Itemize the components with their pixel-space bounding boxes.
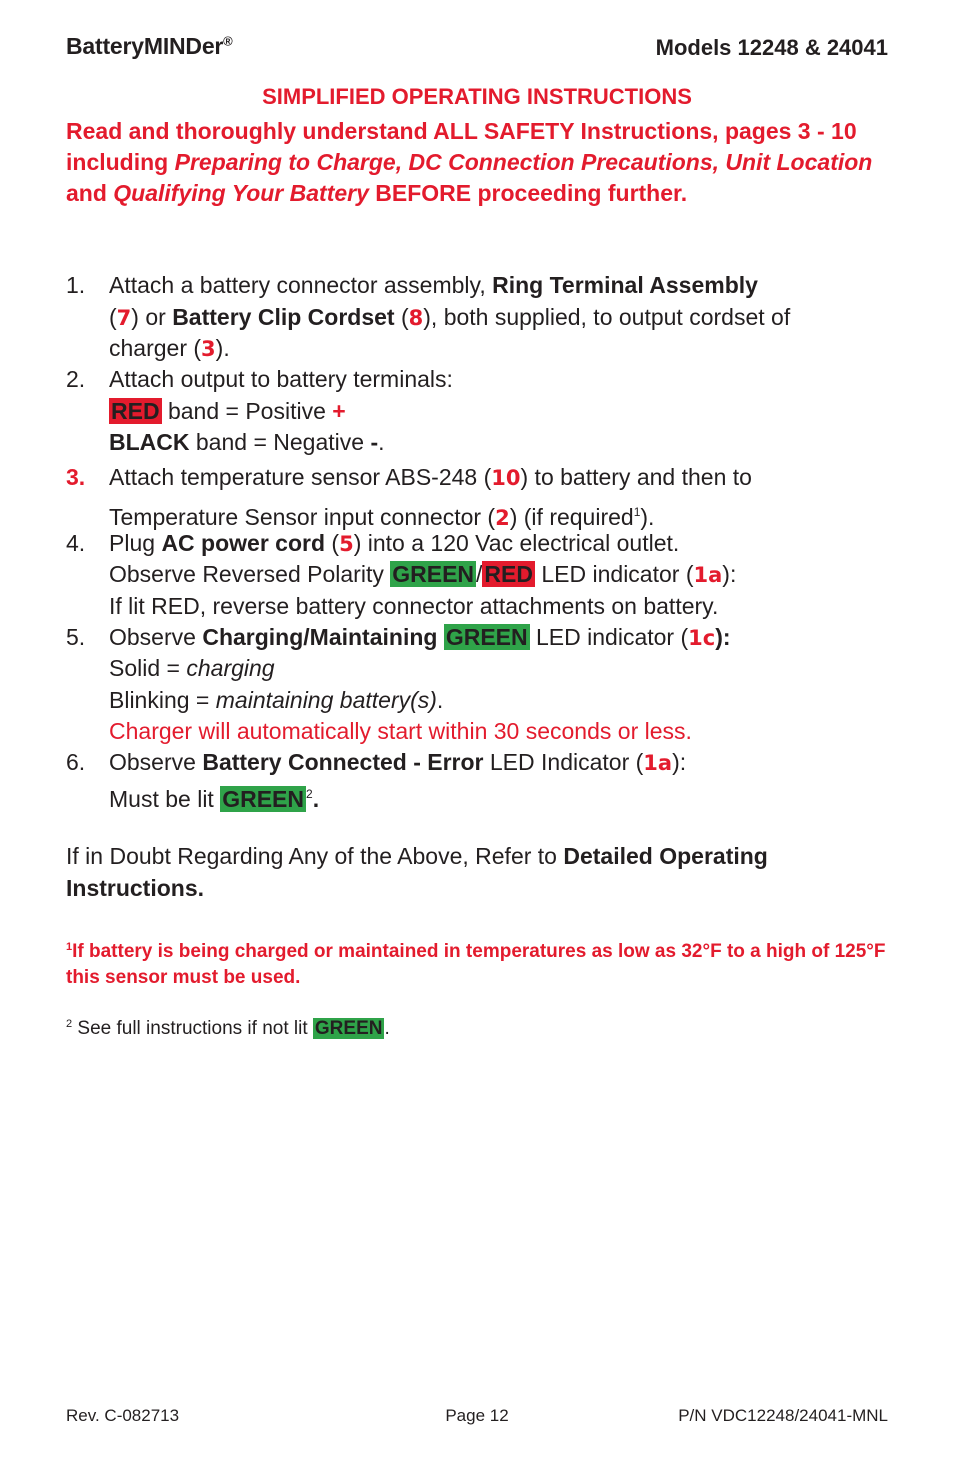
text: . — [312, 786, 320, 812]
warning-text: Read and thoroughly understand ALL SAFETY Instructions, pages 3 - 10 including — [66, 118, 857, 175]
text: Temperature Sensor input connector ( — [109, 504, 496, 530]
text: ) into a 120 Vac electrical outlet. — [353, 530, 680, 556]
page-title: SIMPLIFIED OPERATING INSTRUCTIONS — [262, 84, 692, 109]
text: LED indicator ( — [534, 561, 694, 587]
figure-ref: 2 — [495, 506, 510, 530]
step-4-line-3: If lit RED, reverse battery connector attachments on battery. — [109, 593, 719, 619]
text: band = Positive — [161, 398, 333, 424]
green-badge: GREEN — [222, 786, 305, 812]
footnote-marker: 2 — [306, 787, 313, 801]
step-3-line-1 — [109, 462, 752, 494]
text: ): — [722, 561, 737, 587]
text: ( — [109, 304, 117, 330]
text: Plug — [109, 530, 162, 556]
step-5-line-3 — [109, 685, 443, 716]
step-4-line-2 — [109, 559, 736, 591]
figure-ref: 10 — [491, 466, 521, 490]
step-5-line-2 — [109, 653, 275, 684]
solid-state: charging — [186, 655, 275, 681]
warning-italic-ref: Qualifying Your Battery — [113, 180, 369, 206]
text: Blinking = — [109, 687, 216, 713]
red-badge: RED — [484, 561, 533, 587]
figure-ref: 1a — [643, 751, 673, 775]
footnote-text: See full instructions if not lit — [72, 1018, 313, 1039]
footnote-1 — [66, 934, 896, 991]
charging-maintaining-label: Charging/Maintaining — [202, 624, 438, 650]
plus-sign: + — [332, 398, 346, 424]
text: If in Doubt Regarding Any of the Above, Refer to — [66, 843, 564, 869]
text: Must be lit — [109, 786, 221, 812]
figure-ref: 3 — [201, 337, 216, 361]
figure-ref: 8 — [408, 306, 424, 330]
footnote-marker: 1 — [66, 941, 73, 953]
step-5-line-1 — [109, 622, 731, 654]
text: charger ( — [109, 335, 202, 361]
step-6-line-2 — [109, 779, 319, 815]
doubt-line-2 — [66, 873, 204, 904]
ring-terminal-label: Ring Terminal Assembly — [492, 272, 758, 298]
figure-ref: 5 — [339, 532, 354, 556]
green-badge: GREEN — [445, 624, 528, 650]
step-number: 3. — [66, 464, 86, 490]
text: ): — [672, 749, 687, 775]
step-6-line-1 — [109, 747, 686, 779]
text: . — [378, 429, 385, 455]
text: ): — [715, 624, 731, 650]
ac-power-cord-label: AC power cord — [161, 530, 326, 556]
figure-ref: 7 — [116, 306, 132, 330]
warning-text: BEFORE proceeding further. — [368, 180, 688, 206]
minus-sign: - — [370, 429, 379, 455]
step-5-note: Charger will automatically start within 30 seconds or less. — [109, 718, 692, 744]
green-badge: GREEN — [314, 1018, 383, 1039]
warning-text: and — [66, 180, 114, 206]
step-1-line-2 — [109, 302, 790, 334]
step-2-line-2 — [109, 396, 346, 427]
doubt-line-1 — [66, 841, 768, 872]
text: ), both supplied, to output cordset of — [423, 304, 791, 330]
black-band-label: BLACK — [109, 429, 190, 455]
text: . — [384, 1018, 390, 1039]
footnote-marker: 2 — [66, 1018, 73, 1030]
text: band = Negative — [189, 429, 371, 455]
text: . — [436, 687, 444, 713]
revision-label: Rev. C-082713 — [66, 1406, 180, 1425]
red-band-badge: RED — [111, 398, 160, 424]
registered-mark: ® — [223, 33, 233, 49]
clip-cordset-label: Battery Clip Cordset — [172, 304, 395, 330]
models-label: Models 12248 & 24041 — [655, 35, 888, 60]
step-number: 4. — [66, 530, 86, 556]
step-number: 2. — [66, 366, 86, 392]
warning-italic-refs: Preparing to Charge, DC Connection Precautions, Unit Location — [174, 149, 873, 175]
figure-ref: 1a — [693, 563, 723, 587]
figure-ref: 1c — [688, 626, 716, 650]
green-badge: GREEN — [392, 561, 475, 587]
step-number: 5. — [66, 624, 86, 650]
step-number: 1. — [66, 272, 86, 298]
text: LED indicator ( — [529, 624, 689, 650]
text: Solid = — [109, 655, 187, 681]
step-2-line-3 — [109, 427, 385, 458]
footnote-text: If battery is being charged or maintained in temperatures as low as 32°F to a high of 125°F this sensor must be used. — [66, 941, 886, 988]
text: Attach a battery connector assembly, — [109, 272, 493, 298]
detailed-ops-ref: Instructions. — [66, 875, 205, 901]
step-2-line-1: Attach output to battery terminals: — [109, 366, 453, 392]
text: LED Indicator ( — [483, 749, 644, 775]
text: ( — [325, 530, 340, 556]
step-1-line-1 — [109, 270, 758, 301]
step-1-line-3 — [109, 333, 230, 365]
text: Observe — [109, 624, 203, 650]
part-number: P/N VDC12248/24041-MNL — [678, 1406, 888, 1425]
safety-warning — [66, 116, 896, 209]
blinking-state: maintaining battery(s) — [215, 687, 437, 713]
brand-logo — [66, 33, 233, 60]
battery-connected-label: Battery Connected - Error — [202, 749, 484, 775]
detailed-ops-ref: Detailed Operating — [563, 843, 768, 869]
text: ). — [640, 504, 655, 530]
text: ) or — [131, 304, 173, 330]
text: Observe Reversed Polarity — [109, 561, 391, 587]
step-number: 6. — [66, 749, 86, 775]
page-number: Page 12 — [445, 1406, 509, 1425]
footnote-marker: 1 — [633, 505, 641, 519]
text: Attach temperature sensor ABS-248 ( — [109, 464, 492, 490]
footnote-2 — [66, 1011, 390, 1042]
text: / — [476, 561, 483, 587]
text: Observe — [109, 749, 203, 775]
text: ) (if required — [509, 504, 634, 530]
step-4-line-1 — [109, 528, 679, 560]
text — [437, 624, 443, 650]
text: ). — [215, 335, 230, 361]
text: ( — [394, 304, 409, 330]
brand-name: BatteryMINDer — [66, 33, 224, 59]
text: ) to battery and then to — [520, 464, 752, 490]
